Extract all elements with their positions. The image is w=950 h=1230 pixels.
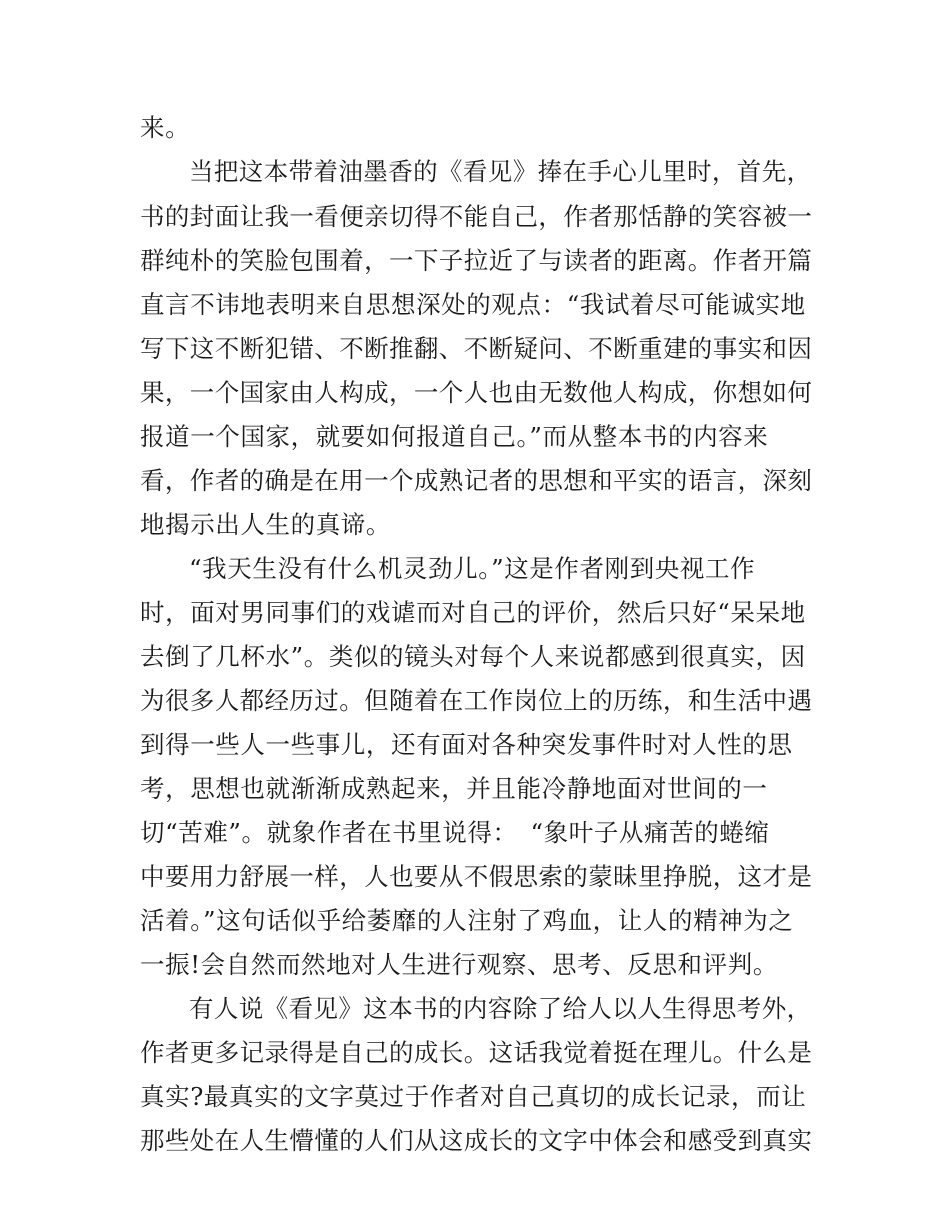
text-line: 报道一个国家，就要如何报道自己。”而从整本书的内容来 — [140, 422, 769, 451]
text-line: 活着。”这句话似乎给萎靡的人注射了鸡血，让人的精神为之 — [140, 906, 794, 935]
paragraph-start-line: 当把这本带着油墨香的《看见》捧在手心儿里时，首先， — [189, 157, 812, 186]
text-line: 一振!会自然而然地对人生进行观察、思考、反思和评判。 — [140, 950, 778, 979]
text-line: 看，作者的确是在用一个成熟记者的思想和平实的语言，深刻 — [140, 466, 813, 495]
text-line: 作者更多记录得是自己的成长。这话我觉着挺在理儿。什么是 — [140, 1038, 813, 1067]
paragraph-start-line: “我天生没有什么机灵劲儿。”这是作者刚到央视工作 — [189, 554, 756, 583]
text-line: 为很多人都经历过。但随着在工作岗位上的历练，和生活中遇 — [140, 686, 813, 715]
text-line: 来。 — [140, 113, 191, 142]
text-line: 中要用力舒展一样，人也要从不假思索的蒙昧里挣脱，这才是 — [140, 862, 813, 891]
text-line: 到得一些人一些事儿，还有面对各种突发事件时对人性的思 — [140, 730, 793, 759]
paragraph-start-line: 有人说《看见》这本书的内容除了给人以人生得思考外， — [189, 994, 812, 1023]
text-line: 考，思想也就渐渐成熟起来，并且能冷静地面对世间的一 — [140, 774, 768, 803]
text-line: 书的封面让我一看便亲切得不能自己，作者那恬静的笑容被一 — [140, 202, 813, 231]
text-line: 果，一个国家由人构成，一个人也由无数他人构成，你想如何 — [140, 378, 813, 407]
text-line: 写下这不断犯错、不断推翻、不断疑问、不断重建的事实和因 — [140, 334, 813, 363]
text-line: 直言不讳地表明来自思想深处的观点：“我试着尽可能诚实地 — [140, 290, 806, 319]
text-line: 群纯朴的笑脸包围着，一下子拉近了与读者的距离。作者开篇 — [140, 246, 813, 275]
text-line: 地揭示出人生的真谛。 — [140, 510, 391, 539]
text-line: 去倒了几杯水”。类似的镜头对每个人来说都感到很真实，因 — [140, 642, 806, 671]
text-line: 切“苦难”。就象作者在书里说得： “象叶子从痛苦的蜷缩 — [140, 818, 770, 847]
text-line: 时，面对男同事们的戏谑而对自己的评价，然后只好“呆呆地 — [140, 598, 806, 627]
text-line: 真实?最真实的文字莫过于作者对自己真切的成长记录，而让 — [140, 1082, 807, 1111]
text-line: 那些处在人生懵懂的人们从这成长的文字中体会和感受到真实 — [140, 1126, 813, 1155]
